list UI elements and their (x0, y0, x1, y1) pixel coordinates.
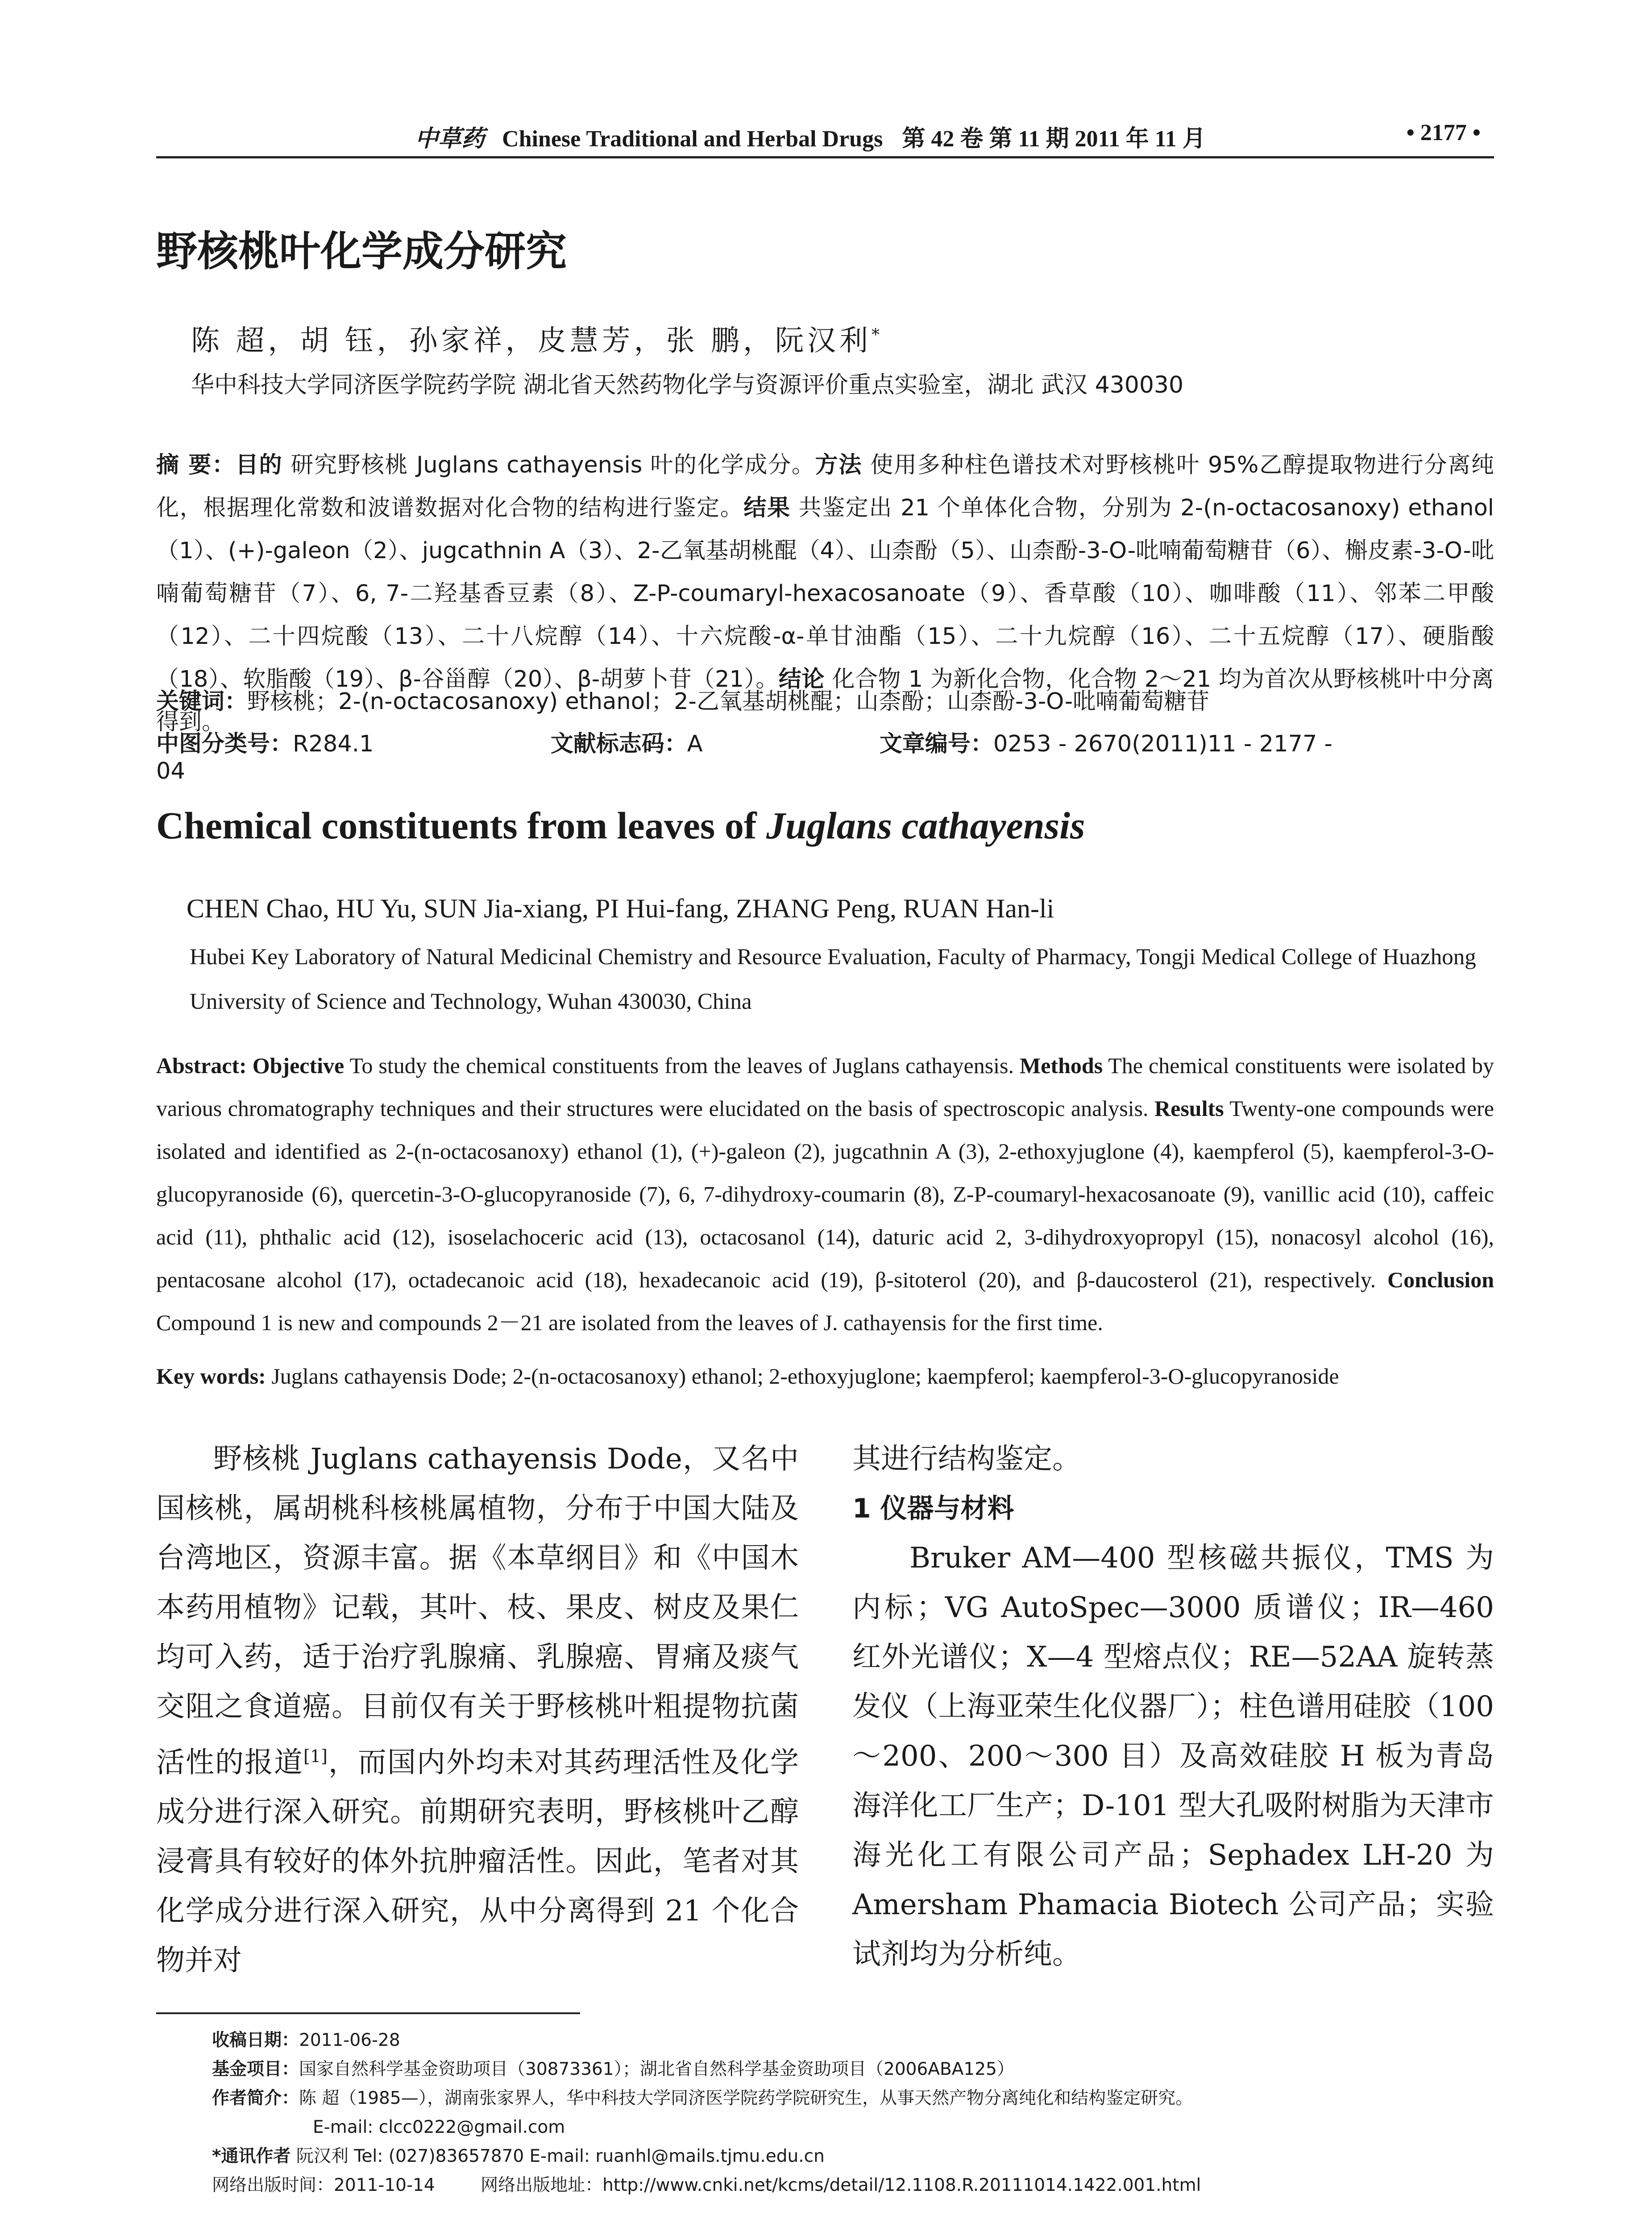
footnote-online (212, 2171, 1493, 2200)
conclusion-label-cn: 结论 (778, 666, 825, 693)
objective-label-en: Objective (252, 1053, 345, 1078)
conclusion-cn: 化合物 1 为新化合物，化合物 2～21 均为首次从野核桃叶中分离得到。 (156, 666, 1494, 735)
abstract-en-label: Abstract: (156, 1053, 247, 1078)
abstract-cn-label: 摘 要： (156, 452, 236, 478)
method-cn: 使用多种柱色谱技术对野核桃叶 95%乙醇提取物进行分离纯化，根据理化常数和波谱数据对化合物的结构进行鉴定。 (156, 452, 1494, 521)
footnote-funding (212, 2055, 1493, 2084)
keywords-cn (156, 683, 1494, 716)
citation-ref-1[interactable]: [1] (303, 1746, 328, 1766)
body-column-right (852, 1435, 1494, 1979)
clc-number (156, 731, 458, 757)
issue-info: 第 42 卷 第 11 期 2011 年 11 月 (902, 126, 1206, 152)
objective-cn: 研究野核桃 Juglans cathayensis 叶的化学成分。 (291, 452, 815, 478)
author-bio: 陈 超（1985—），湖南张家界人，华中科技大学同济医学院药学院研究生，从事天然产物分离纯化和结构鉴定研究。 (299, 2088, 1193, 2108)
art-value: 0253 - 2670(2011)11 - 2177 - 04 (156, 731, 1332, 784)
funding-text: 国家自然科学基金资助项目（30873361）；湖北省自然科学基金资助项目（2006ABA125） (299, 2059, 1014, 2079)
body-column-left (156, 1435, 799, 1986)
authors-cn-text: 陈 超，胡 钰，孙家祥，皮慧芳，张 鹏，阮汉利 (191, 324, 872, 357)
corresponding-label: *通讯作者 (212, 2146, 291, 2166)
title-en-species: Juglans cathayensis (766, 804, 1085, 847)
footnote-author (212, 2084, 1493, 2113)
title-cn: 野核桃叶化学成分研究 (156, 228, 567, 275)
journal-name-cn: 中草药 (415, 125, 485, 152)
method-en: The chemical constituents were isolated by various chromatography techniques and their structures were elucidated on the basis of spectroscopic analysis. (156, 1053, 1494, 1121)
online-date: 网络出版时间：2011-10-14 (212, 2175, 435, 2195)
result-label-en: Results (1154, 1096, 1224, 1121)
title-en (156, 803, 1085, 848)
result-en: Twenty-one compounds were isolated and identified as 2-(n-octacosanoxy) ethanol (1), (+)-galeon (2), jugcathnin A (3), 2-ethoxyjuglone (4), kaempferol (5), kaempferol-3-O-glucopyranoside (6), quercetin-3-O-glucopyranoside (7), 6, 7-dihydroxy-coumarin (8), Z-P-coumaryl-hexacosanoate (9), vanillic acid (10), caffeic acid (11), phthalic acid (12), isoselachoceric acid (13), octacosanol (14), daturic acid 2, 3-dihydroxyopropyl (15), nonacosyl alcohol (16), pentacosane alcohol (17), octadecanoic acid (18), hexadecanoic acid (19), β-sitoterol (20), and β-daucosterol (21), respectively. (156, 1096, 1494, 1292)
authors-cn (191, 318, 883, 359)
section-heading-1: 1 仪器与材料 (852, 1493, 1014, 1524)
journal-name-en: Chinese Traditional and Herbal Drugs (502, 126, 883, 152)
abstract-en (156, 1044, 1494, 1344)
authors-en: CHEN Chao, HU Yu, SUN Jia-xiang, PI Hui-fang, ZHANG Peng, RUAN Han-li (187, 894, 1054, 923)
corresponding-info: 阮汉利 Tel: (027)83657870 E-mail: ruanhl@mails.tjmu.edu.cn (296, 2146, 825, 2166)
keywords-en-label: Key words: (156, 1364, 266, 1389)
clc-label: 中图分类号： (156, 731, 293, 757)
footnote-received (212, 2026, 1493, 2055)
conclusion-en: Compound 1 is new and compounds 2－21 are isolated from the leaves of J. cathayensis for the first time. (156, 1310, 1103, 1335)
received-date: 2011-06-28 (299, 2030, 400, 2050)
intro-paragraph-1: 野核桃 Juglans cathayensis Dode，又名中国核桃，属胡桃科核桃属植物，分布于中国大陆及台湾地区，资源丰富。据《本草纲目》和《中国木本药用植物》记载，其叶、枝、果皮、树皮及果仁均可入药，适于治疗乳腺痛、乳腺癌、胃痛及痰气交阻之食道癌。目前仅有关于野核桃叶粗提物抗菌活性的报道 (156, 1443, 799, 1779)
received-label: 收稿日期： (212, 2030, 299, 2050)
keywords-en (156, 1363, 1494, 1389)
conclusion-label-en: Conclusion (1387, 1267, 1494, 1292)
doc-code (551, 731, 788, 757)
intro-paragraph-2: ，而国内外均未对其药理活性及化学成分进行深入研究。前期研究表明，野核桃叶乙醇浸膏具有较好的体外抗肿瘤活性。因此，笔者对其化学成分进行深入研究，从中分离得到 21 个化合物并对 (156, 1746, 799, 1978)
method-label-cn: 方法 (815, 452, 863, 478)
result-cn: 共鉴定出 21 个单体化合物，分别为 2-(n-octacosanoxy) ethanol（1）、(+)-galeon（2）、jugcathnin A（3）、2-乙氧基胡桃醌（4）、山柰酚（5）、山柰酚-3-O-吡喃葡萄糖苷（6）、槲皮素-3-O-吡喃葡萄糖苷（7）、6, 7-二羟基香豆素（8）、Z-P-coumaryl-hexacosanoate（9）、香草酸（10）、咖啡酸（11）、邻苯二甲酸（12）、二十四烷酸（13）、二十八烷醇（14）、十六烷酸-α-单甘油酯（15）、二十九烷醇（16）、二十五烷醇（17）、硬脂酸（18）、软脂酸（19）、β-谷甾醇（20）、β-胡萝卜苷（21）。 (156, 495, 1494, 693)
method-label-en: Methods (1020, 1053, 1103, 1078)
doc-value: A (687, 731, 703, 757)
footnote-divider (156, 2012, 580, 2014)
section-1-paragraph: Bruker AM—400 型核磁共振仪，TMS 为内标；VG AutoSpec—3000 质谱仪；IR—460 红外光谱仪；X—4 型熔点仪；RE—52AA 旋转蒸发仪（上海亚荣生化仪器厂）；柱色谱用硅胶（100～200、200～300 目）及高效硅胶 H 板为青岛海洋化工厂生产；D-101 型大孔吸附树脂为天津市海光化工有限公司产品；Sephadex LH-20 为 Amersham Phamacia Biotech 公司产品；实验试剂均为分析纯。 (852, 1542, 1494, 1971)
intro-continuation: 其进行结构鉴定。 (852, 1443, 1081, 1476)
funding-label: 基金项目： (212, 2059, 299, 2079)
doc-label: 文献标志码： (550, 731, 687, 757)
page-number: • 2177 • (1406, 120, 1481, 145)
footnote-corresponding (212, 2142, 1493, 2171)
clc-value: R284.1 (293, 731, 374, 757)
title-en-text: Chemical constituents from leaves of (156, 804, 767, 847)
corresponding-mark: * (872, 326, 884, 344)
author-email[interactable]: E-mail: clcc0222@gmail.com (313, 2117, 565, 2137)
footnotes (212, 2026, 1493, 2200)
online-url[interactable]: 网络出版地址：http://www.cnki.net/kcms/detail/12.1108.R.20111014.1422.001.html (481, 2175, 1201, 2195)
affiliation-en: Hubei Key Laboratory of Natural Medicinal Chemistry and Resource Evaluation, Faculty of Pharmacy, Tongji Medical College of Huazhong University of Science and Technology, Wuhan 430030, China (190, 945, 1476, 1014)
affiliation-cn: 华中科技大学同济医学院药学院 湖北省天然药物化学与资源评价重点实验室，湖北 武汉 430030 (191, 372, 1184, 398)
art-label: 文章编号： (879, 731, 993, 757)
keywords-cn-text: 野核桃；2-(n-octacosanoxy) ethanol；2-乙氧基胡桃醌；山柰酚；山柰酚-3-O-吡喃葡萄糖苷 (247, 688, 1210, 715)
result-label-cn: 结果 (743, 495, 791, 521)
journal-banner (415, 120, 1206, 153)
author-label: 作者简介： (212, 2088, 299, 2108)
objective-en: To study the chemical constituents from the leaves of Juglans cathayensis. (349, 1053, 1014, 1078)
classification-line (156, 725, 1494, 784)
running-header (156, 117, 1494, 158)
keywords-en-text: Juglans cathayensis Dode; 2-(n-octacosanoxy) ethanol; 2-ethoxyjuglone; kaempferol; kaempferol-3-O-glucopyranoside (271, 1364, 1339, 1389)
keywords-cn-label: 关键词： (156, 688, 248, 715)
objective-label-cn: 目的 (235, 452, 283, 478)
